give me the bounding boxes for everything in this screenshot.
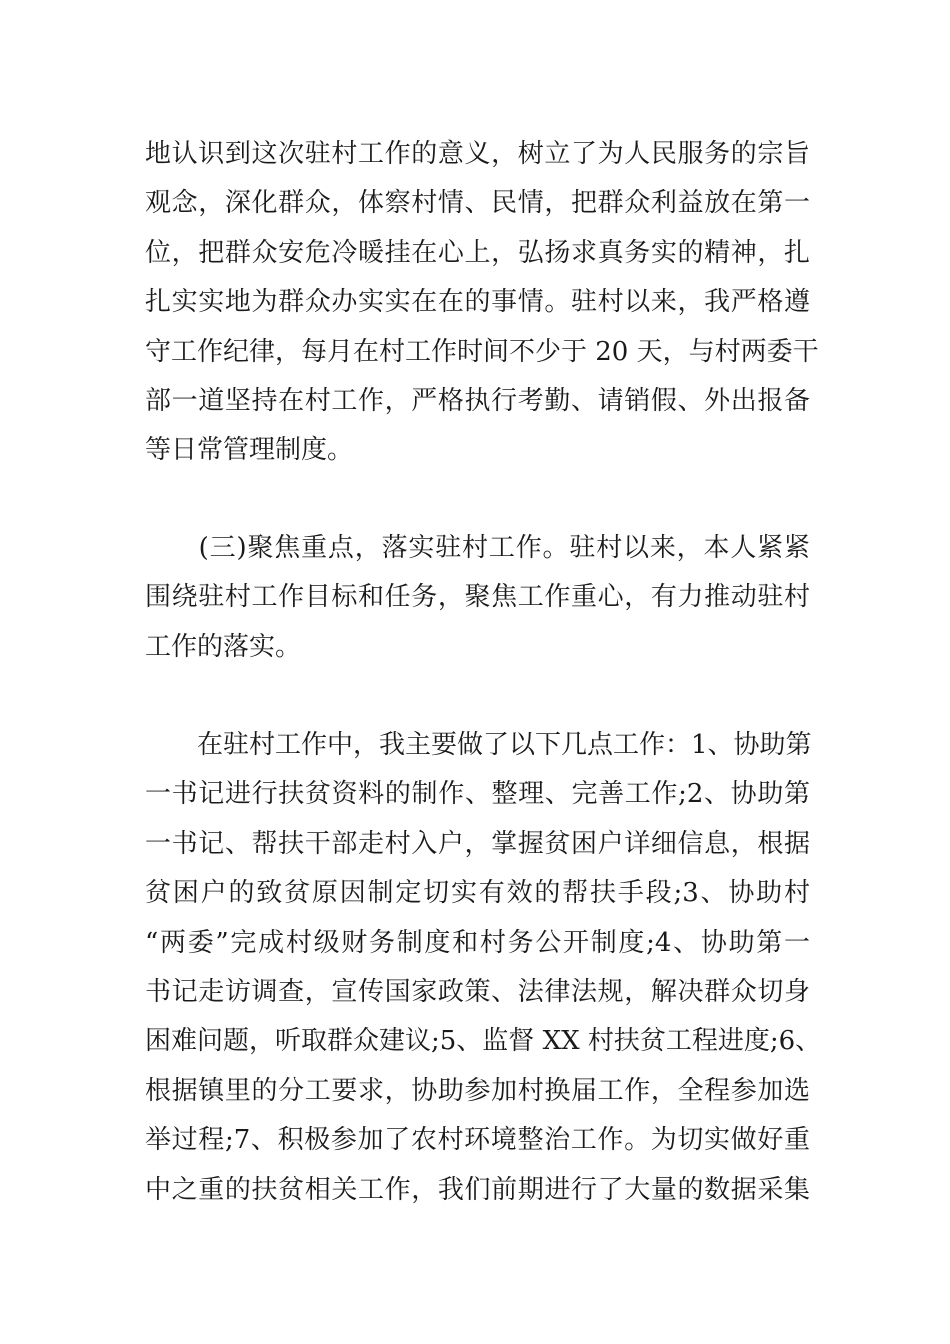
text-line: 观念，深化群众，体察村情、民情，把群众利益放在第一 (145, 188, 810, 219)
text-line: 部一道坚持在村工作，严格执行考勤、请销假、外出报备 (145, 386, 810, 417)
text-line: 困难问题，听取群众建议;5、监督 XX 村扶贫工程进度;6、 (145, 1026, 822, 1057)
text-line: 一书记进行扶贫资料的制作、整理、完善工作;2、协助第 (145, 779, 810, 810)
text-line: 中之重的扶贫相关工作，我们前期进行了大量的数据采集 (145, 1174, 810, 1205)
text-line: 扎实实地为群众办实实在在的事情。驻村以来，我严格遵 (145, 287, 810, 318)
text-line: 地认识到这次驻村工作的意义，树立了为人民服务的宗旨 (145, 139, 810, 169)
text-line: 在驻村工作中，我主要做了以下几点工作：1、协助第 (145, 730, 812, 760)
text-line: 工作的落实。 (145, 631, 302, 662)
paragraph-1 (145, 130, 819, 476)
text-line: 守工作纪律，每月在村工作时间不少于 20 天，与村两委干 (145, 336, 819, 367)
text-line: 书记走访调查，宣传国家政策、法律法规，解决群众切身 (145, 977, 810, 1008)
text-line: 围绕驻村工作目标和任务，聚焦工作重心，有力推动驻村 (145, 582, 810, 613)
text-line: 一书记、帮扶干部走村入户，掌握贫困户详细信息，根据 (145, 828, 810, 859)
paragraph-3 (145, 721, 822, 1215)
text-line: “两委”完成村级财务制度和村务公开制度;4、协助第一 (145, 927, 810, 958)
text-line: 举过程;7、积极参加了农村环境整治工作。为切实做好重 (145, 1125, 810, 1156)
paragraph-2 (145, 524, 810, 672)
text-line: 等日常管理制度。 (145, 435, 354, 466)
text-line: 根据镇里的分工要求，协助参加村换届工作，全程参加选 (145, 1075, 810, 1106)
text-line: 位，把群众安危冷暖挂在心上，弘扬求真务实的精神，扎 (145, 237, 810, 268)
text-line: (三)聚焦重点，落实驻村工作。驻村以来，本人紧紧 (145, 533, 810, 563)
text-line: 贫困户的致贫原因制定切实有效的帮扶手段;3、协助村 (145, 878, 810, 909)
